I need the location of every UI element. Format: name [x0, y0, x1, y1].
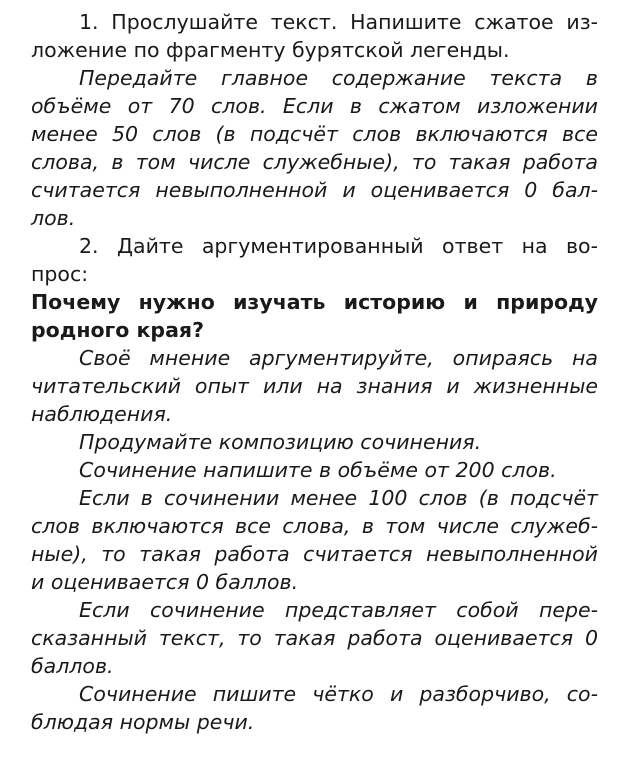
task-2-paragraph-line: Своё мнение аргументируйте, опираясь на [79, 346, 598, 370]
task-2-question-line: Почему нужно изучать историю и природу [31, 290, 598, 314]
task-1-instruction-line: слова, в том числе служебные), то такая работа [31, 150, 598, 174]
task-1-instruction-line: лов. [31, 206, 76, 230]
task-2-paragraph-line: Если сочинение представляет собой пере- [79, 598, 598, 622]
task-2-paragraph-line: ные), то такая работа считается невыполненной [31, 542, 598, 566]
task-2 [31, 232, 598, 736]
task-2-paragraph-line: слов включаются все слова, в том числе служеб- [31, 514, 598, 538]
task-2-paragraph-line: наблюдения. [31, 402, 173, 426]
task-1-instruction-line: Передайте главное содержание текста в [79, 66, 598, 90]
task-2-paragraph-line: и оценивается 0 баллов. [31, 570, 299, 594]
task-1 [31, 8, 598, 232]
task-2-paragraph-line: читательский опыт или на знания и жизненные [31, 374, 598, 398]
task-1-instruction-line: менее 50 слов (в подсчёт слов включаются все [31, 122, 598, 146]
task-1-line: 1. Прослушайте текст. Напишите сжатое из- [79, 10, 598, 34]
task-2-paragraph-line: Сочинение напишите в объёме от 200 слов. [79, 458, 557, 482]
task-1-instruction-line: объёме от 70 слов. Если в сжатом изложении [31, 94, 598, 118]
task-2-paragraph-line: Если в сочинении менее 100 слов (в подсчёт [79, 486, 598, 510]
task-2-line: прос: [31, 262, 89, 286]
task-1-line: ложение по фрагменту бурятской легенды. [31, 38, 510, 62]
task-2-paragraph-line: Продумайте композицию сочинения. [79, 430, 482, 454]
exam-task-page [31, 8, 598, 736]
task-2-paragraph-line: баллов. [31, 654, 114, 678]
task-2-paragraph-line: блюдая нормы речи. [31, 710, 255, 734]
task-2-question-line: родного края? [31, 318, 204, 342]
task-1-instruction-line: считается невыполненной и оценивается 0 бал- [31, 178, 598, 202]
task-2-line: 2. Дайте аргументированный ответ на во- [79, 234, 598, 258]
task-2-paragraph-line: Сочинение пишите чётко и разборчиво, со- [79, 682, 598, 706]
task-2-paragraph-line: сказанный текст, то такая работа оценивается 0 [31, 626, 598, 650]
